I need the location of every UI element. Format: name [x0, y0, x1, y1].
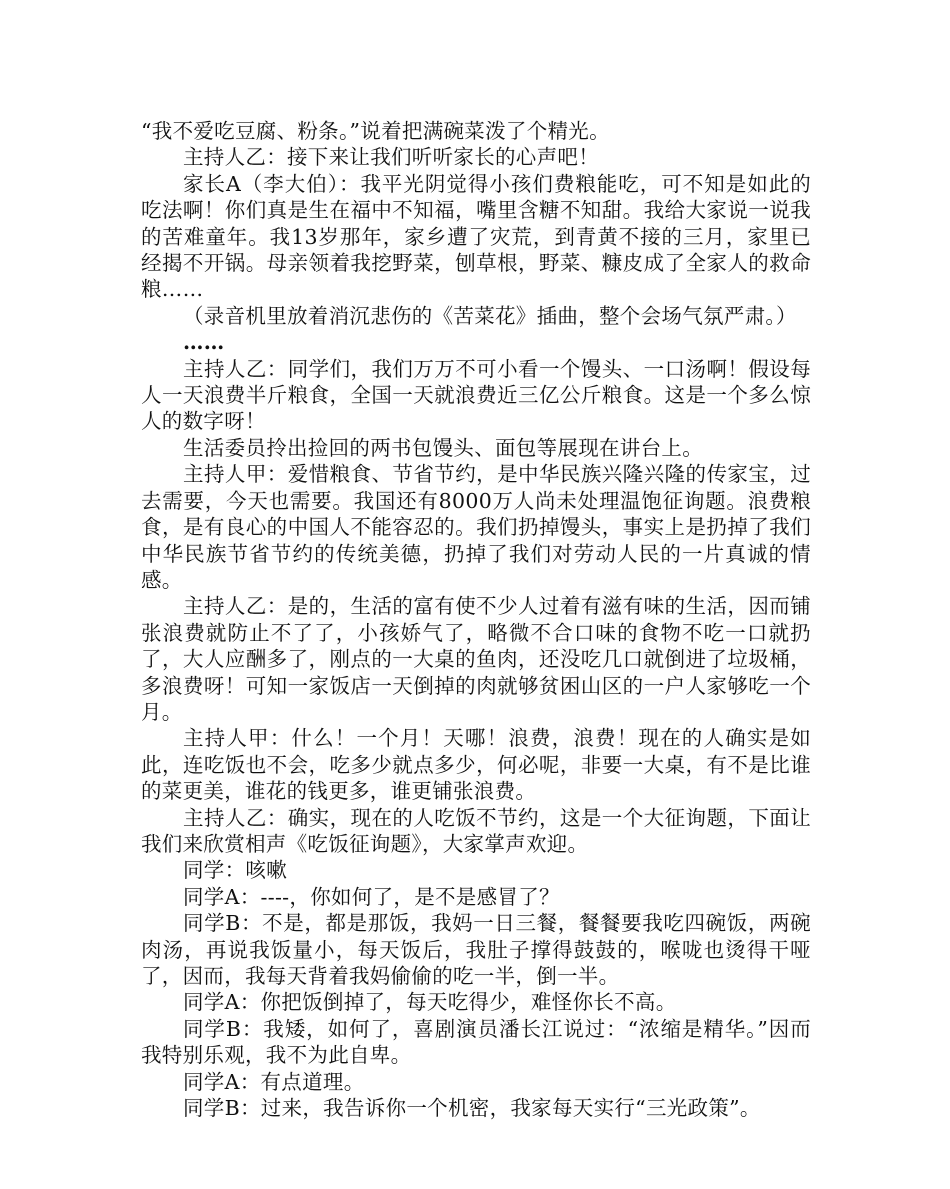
paragraph-host-a-tradition: 主持人甲：爱惜粮食、节省节约，是中华民族兴隆兴隆的传家宝，过去需要，今天也需要。我国还有8000万人尚未处理温饱征询题。浪费粮食，是有良心的中国人不能容忍的。我们扔掉馒头，事实上是扔掉了我们中华民族节省节约的传统美德，扔掉了我们对劳动人民的一片真诚的情感。 — [141, 462, 811, 592]
paragraph-student-cough: 同学：咳嗽 — [183, 858, 287, 883]
paragraph-host-b-extravagance: 主持人乙：是的，生活的富有使不少人过着有滋有味的生活，因而铺张浪费就防止不了了，小孩娇气了，略微不合口味的食物不吃一口就扔了，大人应酬多了，刚点的一大桌的鱼肉，还没吃几口就倒进了垃圾桶，多浪费呀！可知一家饭店一天倒掉的肉就够贫困山区的一户人家够吃一个月。 — [141, 594, 811, 724]
paragraph-quote-tofu: “我不爱吃豆腐、粉条。”说着把满碗菜泼了个精光。 — [141, 119, 610, 143]
paragraph-host-b-crosstalk-intro: 主持人乙：确实，现在的人吃饭不节约，这是一个大征询题，下面让我们来欣赏相声《吃饭征询题》，大家掌声欢迎。 — [141, 805, 811, 856]
paragraph-host-a-reaction: 主持人甲：什么！一个月！天哪！浪费，浪费！现在的人确实是如此，连吃饭也不会，吃多少就点多少，何必呢，非要一大桌，有不是比谁的菜更美，谁花的钱更多，谁更铺张浪费。 — [141, 726, 811, 804]
paragraph-student-b-3: 同学B：过来，我告诉你一个机密，我家每天实行“三光政策”。 — [183, 1096, 761, 1121]
paragraph-student-b-1: 同学B：不是，都是那饭，我妈一日三餐，餐餐要我吃四碗饭，两碗肉汤，再说我饭量小，每天饭后，我肚子撑得鼓鼓的，喉咙也烫得干哑了，因而，我每天背着我妈偷偷的吃一半，倒一半。 — [141, 911, 811, 988]
paragraph-life-monitor: 生活委员拎出捡回的两书包馒头、面包等展现在讲台上。 — [183, 435, 703, 460]
document-body — [141, 118, 811, 1121]
paragraph-host-b-intro-parents: 主持人乙：接下来让我们听听家长的心声吧！ — [183, 145, 599, 170]
paragraph-host-b-waste-numbers: 主持人乙：同学们，我们万万不可小看一个馒头、一口汤啊！假设每人一天浪费半斤粮食，全国一天就浪费近三亿公斤粮食。这是一个多么惊人的数字呀！ — [141, 356, 811, 434]
paragraph-parent-a-story: 家长A（李大伯）：我平光阴觉得小孩们费粮能吃，可不知是如此的吃法啊！你们真是生在福中不知福，嘴里含糖不知甜。我给大家说一说我的苦难童年。我13岁那年，家乡遭了灾荒，到青黄不接的三月，家里已经揭不开锅。母亲领着我挖野菜，刨草根，野菜、糠皮成了全家人的救命粮…… — [141, 171, 811, 302]
paragraph-student-a-1: 同学A：----，你如何了，是不是感冒了？ — [183, 884, 560, 909]
paragraph-stage-direction: （录音机里放着消沉悲伤的《苦菜花》插曲，整个会场气氛严肃。） — [183, 303, 797, 328]
paragraph-ellipsis: …… — [183, 330, 225, 355]
paragraph-student-a-2: 同学A：你把饭倒掉了，每天吃得少，难怪你长不高。 — [183, 990, 677, 1015]
paragraph-student-b-2: 同学B：我矮，如何了，喜剧演员潘长江说过：“浓缩是精华。”因而我特别乐观，我不为此自卑。 — [141, 1016, 811, 1068]
paragraph-student-a-3: 同学A：有点道理。 — [183, 1069, 365, 1094]
